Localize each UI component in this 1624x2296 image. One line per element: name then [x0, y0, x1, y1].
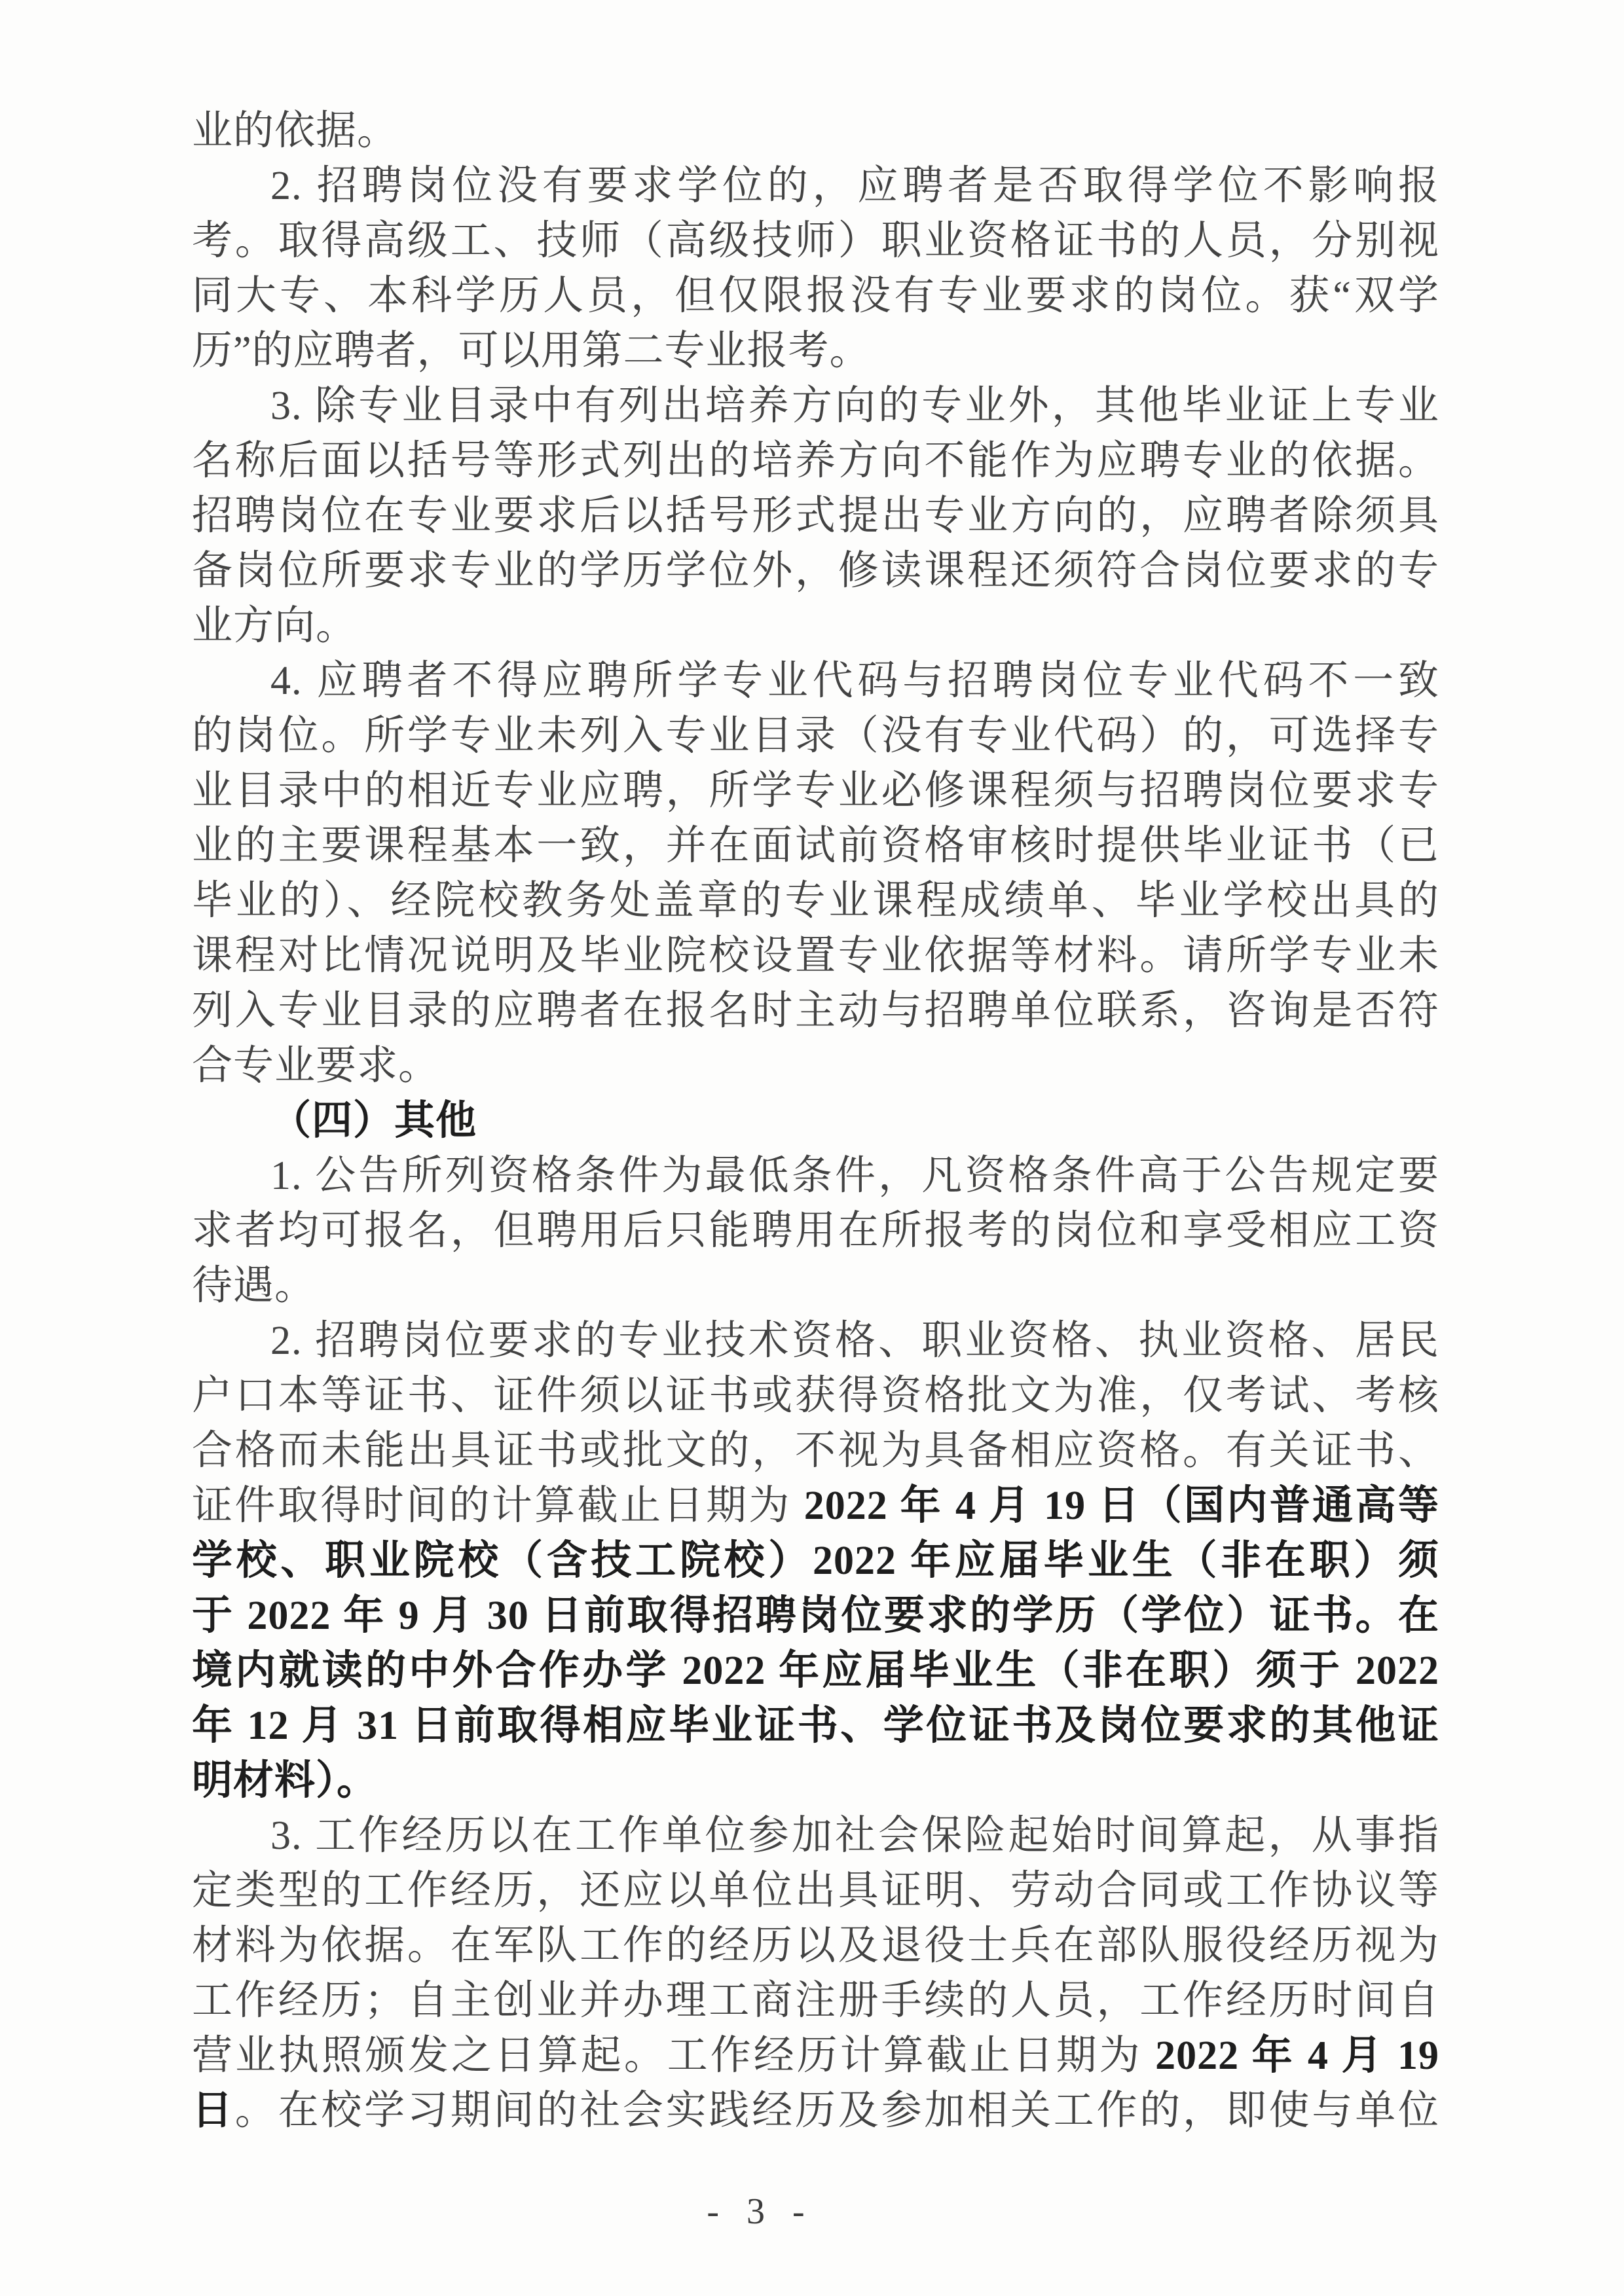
text-line	[192, 1423, 1439, 1478]
text-line	[192, 2028, 1439, 2083]
text-line	[192, 1588, 1439, 1643]
text-segment-bold: 年 12 月 31 日前取得相应毕业证书、学位证书及岗位要求的其他证	[192, 1704, 1439, 1748]
text-segment: 毕业的）、经院校教务处盖章的专业课程成绩单、毕业学校出具的	[192, 879, 1439, 923]
text-line	[192, 1148, 1439, 1203]
text-line	[192, 1258, 1439, 1313]
text-segment: 1. 公告所列资格条件为最低条件，凡资格条件高于公告规定要	[270, 1154, 1439, 1198]
text-segment: 课程对比情况说明及毕业院校设置专业依据等材料。请所学专业未	[192, 934, 1439, 978]
document-body	[192, 103, 1439, 2138]
text-segment-bold: 日	[192, 2088, 235, 2133]
text-segment: 同大专、本科学历人员，但仅限报没有专业要求的岗位。获“双学	[192, 274, 1439, 318]
text-segment: 待遇。	[192, 1264, 316, 1308]
text-line	[192, 1643, 1439, 1698]
text-line	[192, 1808, 1439, 1863]
text-segment: 户口本等证书、证件须以证书或获得资格批文为准，仅考试、考核	[192, 1374, 1439, 1418]
text-segment: 合格而未能出具证书或批文的，不视为具备相应资格。有关证书、	[192, 1429, 1439, 1473]
text-segment: 历”的应聘者，可以用第二专业报考。	[192, 329, 871, 373]
text-segment: 证件取得时间的计算截止日期为	[192, 1484, 804, 1528]
text-line	[192, 1533, 1439, 1588]
text-segment: 业的依据。	[192, 109, 399, 153]
text-segment: 名称后面以括号等形式列出的培养方向不能作为应聘专业的依据。	[192, 439, 1439, 483]
text-line	[192, 928, 1439, 983]
text-line	[192, 708, 1439, 763]
text-line	[192, 433, 1439, 488]
text-segment: 求者均可报名，但聘用后只能聘用在所报考的岗位和享受相应工资	[192, 1209, 1439, 1253]
text-line	[192, 1863, 1439, 1918]
text-segment-bold: 学校、职业院校（含技工院校）2022 年应届毕业生（非在职）须	[192, 1539, 1439, 1583]
text-line	[192, 323, 1439, 378]
text-segment: 。在校学习期间的社会实践经历及参加相关工作的，即使与单位	[234, 2088, 1439, 2133]
text-segment: 2. 招聘岗位没有要求学位的，应聘者是否取得学位不影响报	[270, 164, 1439, 208]
page-number: - 3 -	[707, 2191, 809, 2232]
text-line	[192, 1093, 1439, 1148]
text-segment: 材料为依据。在军队工作的经历以及退役士兵在部队服役经历视为	[192, 1923, 1439, 1968]
text-line	[192, 1973, 1439, 2028]
text-line	[192, 1038, 1439, 1093]
text-segment: 合专业要求。	[192, 1044, 440, 1088]
page-footer	[0, 2188, 1624, 2235]
text-segment-bold: 2022 年 4 月 19 日（国内普通高等	[803, 1484, 1439, 1528]
text-line	[192, 1313, 1439, 1368]
text-line	[192, 653, 1439, 708]
text-segment-bold: 2022 年 4 月 19	[1155, 2033, 1439, 2078]
text-line	[192, 488, 1439, 543]
text-segment-bold: 境内就读的中外合作办学 2022 年应届毕业生（非在职）须于 2022	[192, 1649, 1439, 1693]
text-segment-bold: 于 2022 年 9 月 30 日前取得招聘岗位要求的学历（学位）证书。在	[192, 1594, 1439, 1638]
text-line	[192, 983, 1439, 1038]
text-line	[192, 103, 1439, 158]
text-line	[192, 1753, 1439, 1808]
text-line	[192, 818, 1439, 873]
text-segment-bold: （四）其他	[270, 1099, 477, 1143]
text-line	[192, 543, 1439, 598]
text-line	[192, 213, 1439, 268]
text-line	[192, 1698, 1439, 1753]
text-segment: 3. 工作经历以在工作单位参加社会保险起始时间算起，从事指	[270, 1813, 1439, 1858]
text-segment: 3. 除专业目录中有列出培养方向的专业外，其他毕业证上专业	[270, 384, 1439, 428]
text-line	[192, 268, 1439, 323]
text-line	[192, 1478, 1439, 1533]
text-segment: 的岗位。所学专业未列入专业目录（没有专业代码）的，可选择专	[192, 714, 1439, 758]
text-segment: 业的主要课程基本一致，并在面试前资格审核时提供毕业证书（已	[192, 824, 1439, 868]
text-line	[192, 1918, 1439, 1973]
text-line	[192, 1368, 1439, 1423]
text-segment: 工作经历；自主创业并办理工商注册手续的人员，工作经历时间自	[192, 1978, 1439, 2023]
text-segment: 4. 应聘者不得应聘所学专业代码与招聘岗位专业代码不一致	[270, 659, 1439, 703]
text-line	[192, 763, 1439, 818]
text-segment: 备岗位所要求专业的学历学位外，修读课程还须符合岗位要求的专	[192, 549, 1439, 593]
text-segment: 考。取得高级工、技师（高级技师）职业资格证书的人员，分别视	[192, 219, 1439, 263]
text-segment: 列入专业目录的应聘者在报名时主动与招聘单位联系，咨询是否符	[192, 989, 1439, 1033]
text-line	[192, 873, 1439, 928]
text-line	[192, 378, 1439, 433]
text-segment: 业方向。	[192, 604, 358, 648]
text-line	[192, 158, 1439, 213]
text-segment: 定类型的工作经历，还应以单位出具证明、劳动合同或工作协议等	[192, 1868, 1439, 1913]
text-segment: 业目录中的相近专业应聘，所学专业必修课程须与招聘岗位要求专	[192, 769, 1439, 813]
text-line	[192, 2083, 1439, 2138]
text-segment: 2. 招聘岗位要求的专业技术资格、职业资格、执业资格、居民	[270, 1319, 1439, 1363]
text-segment: 营业执照颁发之日算起。工作经历计算截止日期为	[192, 2033, 1156, 2078]
text-line	[192, 598, 1439, 653]
text-segment: 招聘岗位在专业要求后以括号形式提出专业方向的，应聘者除须具	[192, 494, 1439, 538]
text-segment-bold: 明材料）。	[192, 1758, 378, 1803]
text-line	[192, 1203, 1439, 1258]
